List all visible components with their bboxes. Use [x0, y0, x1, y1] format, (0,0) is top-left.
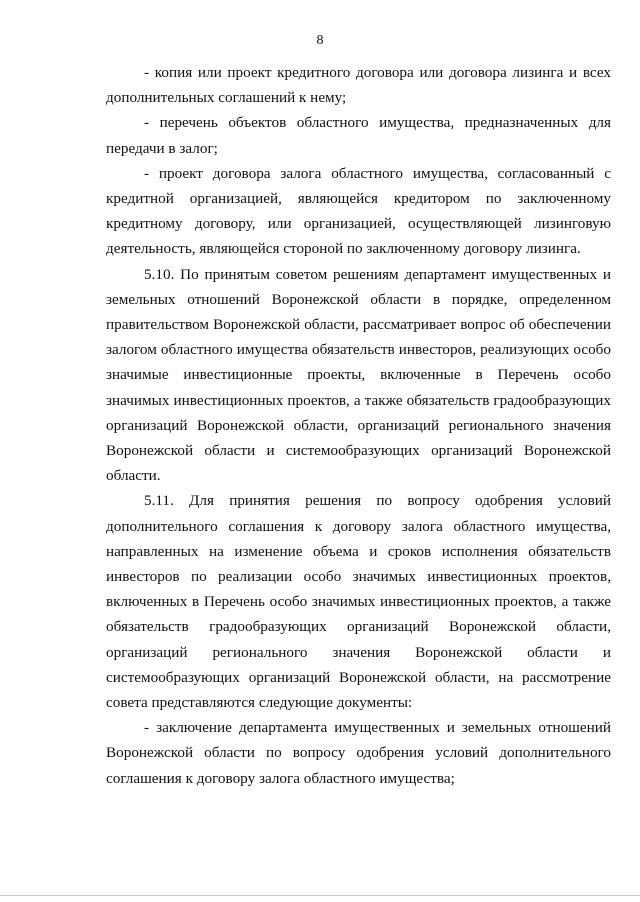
document-body — [106, 60, 611, 791]
paragraph-pledge-agreement-draft: - проект договора залога областного имущества, согласованный с кредитной организацией, являющейся кредитором по заключенному кредитному договору, или организацией, осуществляющей лизинговую деятельность, являющейся стороной по заключенному договору лизинга. — [106, 164, 611, 258]
paragraph-section-5-11: 5.11. Для принятия решения по вопросу одобрения условий дополнительного соглашения к договору залога областного имущества, направленных на изменение объема и сроков исполнения обязательств инвесторов по реализации особо значимых инвестиционных проектов, включенных в Перечень особо значимых инвестиционных проектов, а также обязательств градообразующих организаций Воронежской области, организаций регионального значения Воронежской области и системообразующих организаций Воронежской области, на рассмотрение совета представляются следующие документы: — [106, 492, 611, 712]
paragraph-loan-agreement-copy: - копия или проект кредитного договора или договора лизинга и всех дополнительных соглашений к нему; — [106, 64, 611, 107]
paragraph-department-conclusion: - заключение департамента имущественных и земельных отношений Воронежской области по вопросу одобрения условий дополнительного соглашения к договору залога областного имущества; — [106, 719, 611, 787]
paragraph-section-5-10: 5.10. По принятым советом решениям департамент имущественных и земельных отношений Воронежской области в порядке, определенном правительством Воронежской области, рассматривает вопрос об обеспечении залогом областного имущества обязательств инвесторов, реализующих особо значимые инвестиционные проекты, включенные в Перечень особо значимых инвестиционных проектов, а также обязательств градообразующих организаций Воронежской области, организаций регионального значения Воронежской области и системообразующих организаций Воронежской области. — [106, 265, 611, 485]
page-number: 8 — [316, 33, 324, 48]
page-bottom-edge — [0, 895, 640, 896]
paragraph-property-list: - перечень объектов областного имущества, предназначенных для передачи в залог; — [106, 114, 611, 157]
